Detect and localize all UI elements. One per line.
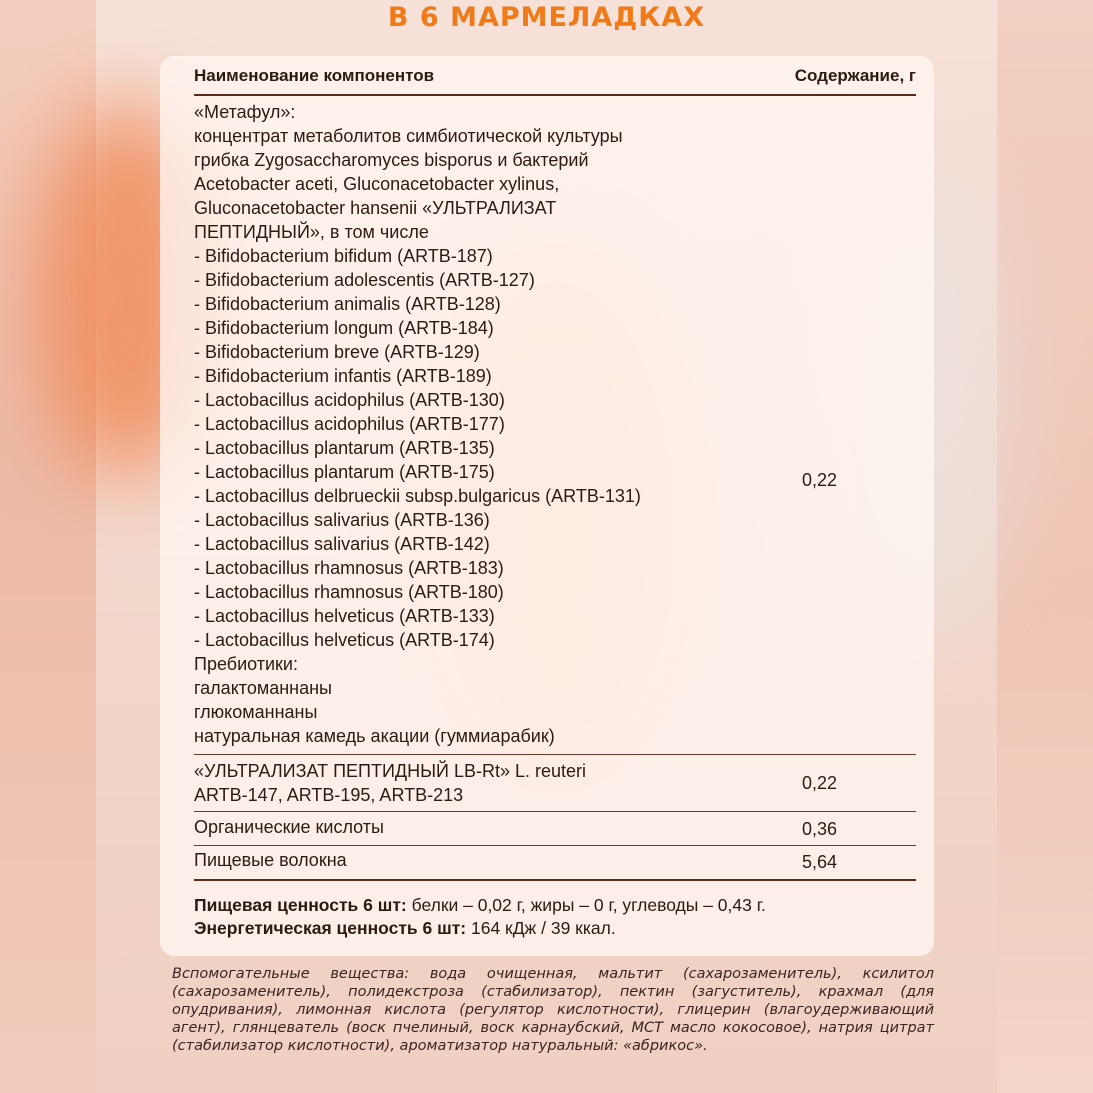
component-name-line: концентрат метаболитов симбиотической культуры xyxy=(194,126,623,146)
component-value: 0,22 xyxy=(802,773,838,793)
composition-card xyxy=(160,56,934,956)
component-name-line: - Lactobacillus rhamnosus (ARTB-183) xyxy=(194,558,504,578)
table-row xyxy=(194,759,916,811)
energy-value-text: 164 кДж / 39 ккал. xyxy=(466,918,616,938)
component-name-line: - Lactobacillus plantarum (ARTB-175) xyxy=(194,462,495,482)
table-header xyxy=(194,66,916,96)
component-name-line: - Bifidobacterium adolescentis (ARTB-127) xyxy=(194,270,535,290)
component-name-line: Acetobacter aceti, Gluconacetobacter xylinus, xyxy=(194,174,560,194)
component-name-line: Пищевые волокна xyxy=(194,850,347,870)
component-name xyxy=(194,759,754,807)
column-header-name: Наименование компонентов xyxy=(194,66,435,85)
component-name-line: грибка Zygosaccharomyces bisporus и бактерий xyxy=(194,150,589,170)
table-row xyxy=(194,815,916,845)
auxiliary-ingredients: Вспомогательные вещества: вода очищенная, мальтит (сахарозаменитель), ксилитол (сахарозаменитель), полидекстроза (стабилизатор), пектин (загуститель), крахмал (для опудривания), лимонная кислота (регулятор кислотности), глицерин (влагоудерживающий агент), глянцеватель (воск пчелиный, воск карнаубский, МСТ масло кокосовое), натрия цитрат (стабилизатор кислотности), ароматизатор натуральный: «абрикос». xyxy=(172,966,934,1054)
component-name-line: натуральная камедь акации (гуммиарабик) xyxy=(194,726,555,746)
nutrition-value-label: Пищевая ценность 6 шт: xyxy=(194,895,407,915)
table-row xyxy=(194,848,916,878)
row-divider xyxy=(194,845,916,846)
component-name-line: глюкоманнаны xyxy=(194,702,318,722)
table-bottom-rule xyxy=(194,879,916,881)
component-name-line: «Метафул»: xyxy=(194,102,296,122)
component-name-line: Gluconacetobacter hansenii «УЛЬТРАЛИЗАТ xyxy=(194,198,557,218)
component-name-line: - Lactobacillus helveticus (ARTB-174) xyxy=(194,630,495,650)
component-name xyxy=(194,848,754,872)
component-name-line: галактоманнаны xyxy=(194,678,332,698)
page-title: В 6 МАРМЕЛАДКАХ xyxy=(387,2,706,33)
column-header-value: Содержание, г xyxy=(794,66,916,85)
component-name-line: Пребиотики: xyxy=(194,654,298,674)
component-name-line: - Bifidobacterium longum (ARTB-184) xyxy=(194,318,494,338)
component-name-line: «УЛЬТРАЛИЗАТ ПЕПТИДНЫЙ LB-Rt» L. reuteri xyxy=(194,761,587,781)
component-name-line: - Bifidobacterium infantis (ARTB-189) xyxy=(194,366,492,386)
component-name-line: - Lactobacillus acidophilus (ARTB-177) xyxy=(194,414,505,434)
component-value: 5,64 xyxy=(802,852,838,872)
nutrition-facts xyxy=(194,894,916,940)
component-name-line: - Bifidobacterium animalis (ARTB-128) xyxy=(194,294,501,314)
component-name-line: - Lactobacillus delbrueckii subsp.bulgaricus (ARTB-131) xyxy=(194,486,641,506)
right-background-strip xyxy=(997,0,1093,1093)
component-name-line: - Bifidobacterium bifidum (ARTB-187) xyxy=(194,246,493,266)
component-name-line: Органические кислоты xyxy=(194,817,384,837)
component-name-line: - Lactobacillus salivarius (ARTB-142) xyxy=(194,534,490,554)
component-name-line: - Lactobacillus plantarum (ARTB-135) xyxy=(194,438,495,458)
component-name-line: ARTB-147, ARTB-195, ARTB-213 xyxy=(194,785,464,805)
row-divider xyxy=(194,811,916,812)
component-name-line: - Lactobacillus acidophilus (ARTB-130) xyxy=(194,390,505,410)
energy-value-line xyxy=(194,917,916,940)
component-name-line: - Bifidobacterium breve (ARTB-129) xyxy=(194,342,480,362)
component-value: 0,36 xyxy=(802,819,838,839)
component-name-line: - Lactobacillus salivarius (ARTB-136) xyxy=(194,510,490,530)
component-name-line: - Lactobacillus helveticus (ARTB-133) xyxy=(194,606,495,626)
component-name-line: - Lactobacillus rhamnosus (ARTB-180) xyxy=(194,582,504,602)
nutrition-value-text: белки – 0,02 г, жиры – 0 г, углеводы – 0,43 г. xyxy=(406,895,766,915)
component-name-line: ПЕПТИДНЫЙ», в том числе xyxy=(194,222,429,242)
table-row xyxy=(194,100,916,750)
row-divider xyxy=(194,754,916,755)
component-name xyxy=(194,815,754,839)
component-value: 0,22 xyxy=(802,470,838,490)
energy-value-label: Энергетическая ценность 6 шт: xyxy=(194,918,467,938)
component-name xyxy=(194,100,754,748)
nutrition-value-line xyxy=(194,894,916,917)
